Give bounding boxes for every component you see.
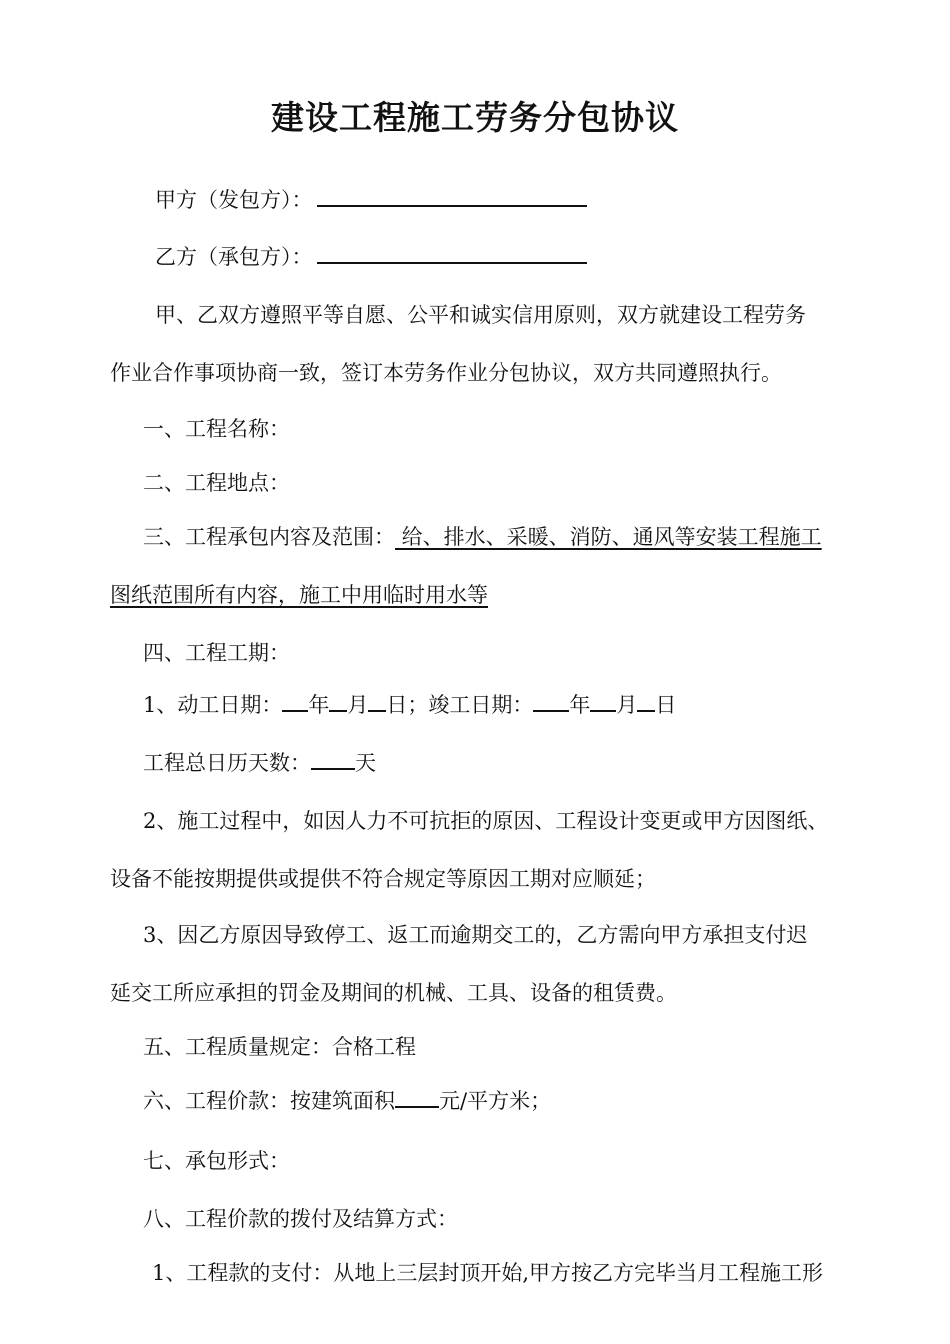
price-blank xyxy=(395,1088,439,1108)
party-a-blank xyxy=(317,187,587,207)
item-quality: 五、工程质量规定：合格工程 xyxy=(143,1035,416,1059)
item-duration: 四、工程工期： xyxy=(143,641,290,665)
start-day-blank xyxy=(368,692,386,712)
end-month-blank xyxy=(590,692,616,712)
item-contract-form: 七、承包形式： xyxy=(143,1149,290,1173)
end-day-blank xyxy=(637,692,655,712)
clause-2-line-1: 2、施工过程中，如因人力不可抗拒的原因、工程设计变更或甲方因图纸、 xyxy=(143,809,829,833)
item-scope-content-2: 图纸范围所有内容，施工中用临时用水等 xyxy=(110,583,488,607)
item-project-name: 一、工程名称： xyxy=(143,417,290,441)
party-b-label: 乙方（承包方）： xyxy=(155,245,313,269)
party-b-blank xyxy=(317,244,587,264)
start-date-label: 1、动工日期： xyxy=(143,693,283,717)
dates-line xyxy=(143,690,676,720)
total-days-unit: 天 xyxy=(355,751,376,775)
total-days-line xyxy=(143,748,376,778)
day-label-2: 日 xyxy=(655,693,677,717)
document-title: 建设工程施工劳务分包协议 xyxy=(271,98,679,137)
intro-line-1: 甲、乙双方遵照平等自愿、公平和诚实信用原则，双方就建设工程劳务 xyxy=(155,303,806,327)
party-a-line xyxy=(155,185,587,215)
item-scope-content-1: 给、排水、采暖、消防、通风等安装工程施工 xyxy=(395,525,822,549)
total-days-blank xyxy=(311,750,355,770)
clause-3-line-2: 延交工所应承担的罚金及期间的机械、工具、设备的租赁费。 xyxy=(110,981,677,1005)
month-label: 月 xyxy=(347,693,369,717)
end-year-blank xyxy=(533,692,569,712)
item-payment-method: 八、工程价款的拨付及结算方式： xyxy=(143,1207,458,1231)
year-label-2: 年 xyxy=(569,693,591,717)
total-days-label: 工程总日历天数： xyxy=(143,751,311,775)
year-label: 年 xyxy=(308,693,330,717)
item-project-location: 二、工程地点： xyxy=(143,471,290,495)
party-b-line xyxy=(155,242,587,272)
party-a-label: 甲方（发包方）： xyxy=(155,188,313,212)
item-price-unit: 元/平方米； xyxy=(439,1089,552,1113)
item-scope-line xyxy=(143,522,822,552)
month-label-2: 月 xyxy=(616,693,638,717)
payment-line-1: 1、工程款的支付：从地上三层封顶开始,甲方按乙方完毕当月工程施工形 xyxy=(152,1261,824,1285)
item-price-line xyxy=(143,1086,551,1116)
start-month-blank xyxy=(329,692,347,712)
item-price-label: 六、工程价款：按建筑面积 xyxy=(143,1089,395,1113)
end-date-label: 日；竣工日期： xyxy=(386,693,534,717)
intro-line-2: 作业合作事项协商一致，签订本劳务作业分包协议，双方共同遵照执行。 xyxy=(110,361,782,385)
clause-3-line-1: 3、因乙方原因导致停工、返工而逾期交工的，乙方需向甲方承担支付迟 xyxy=(143,923,808,947)
start-year-blank xyxy=(282,692,308,712)
item-scope-label: 三、工程承包内容及范围： xyxy=(143,525,395,549)
clause-2-line-2: 设备不能按期提供或提供不符合规定等原因工期对应顺延； xyxy=(110,867,656,891)
item-scope-content-2-line xyxy=(110,580,488,610)
